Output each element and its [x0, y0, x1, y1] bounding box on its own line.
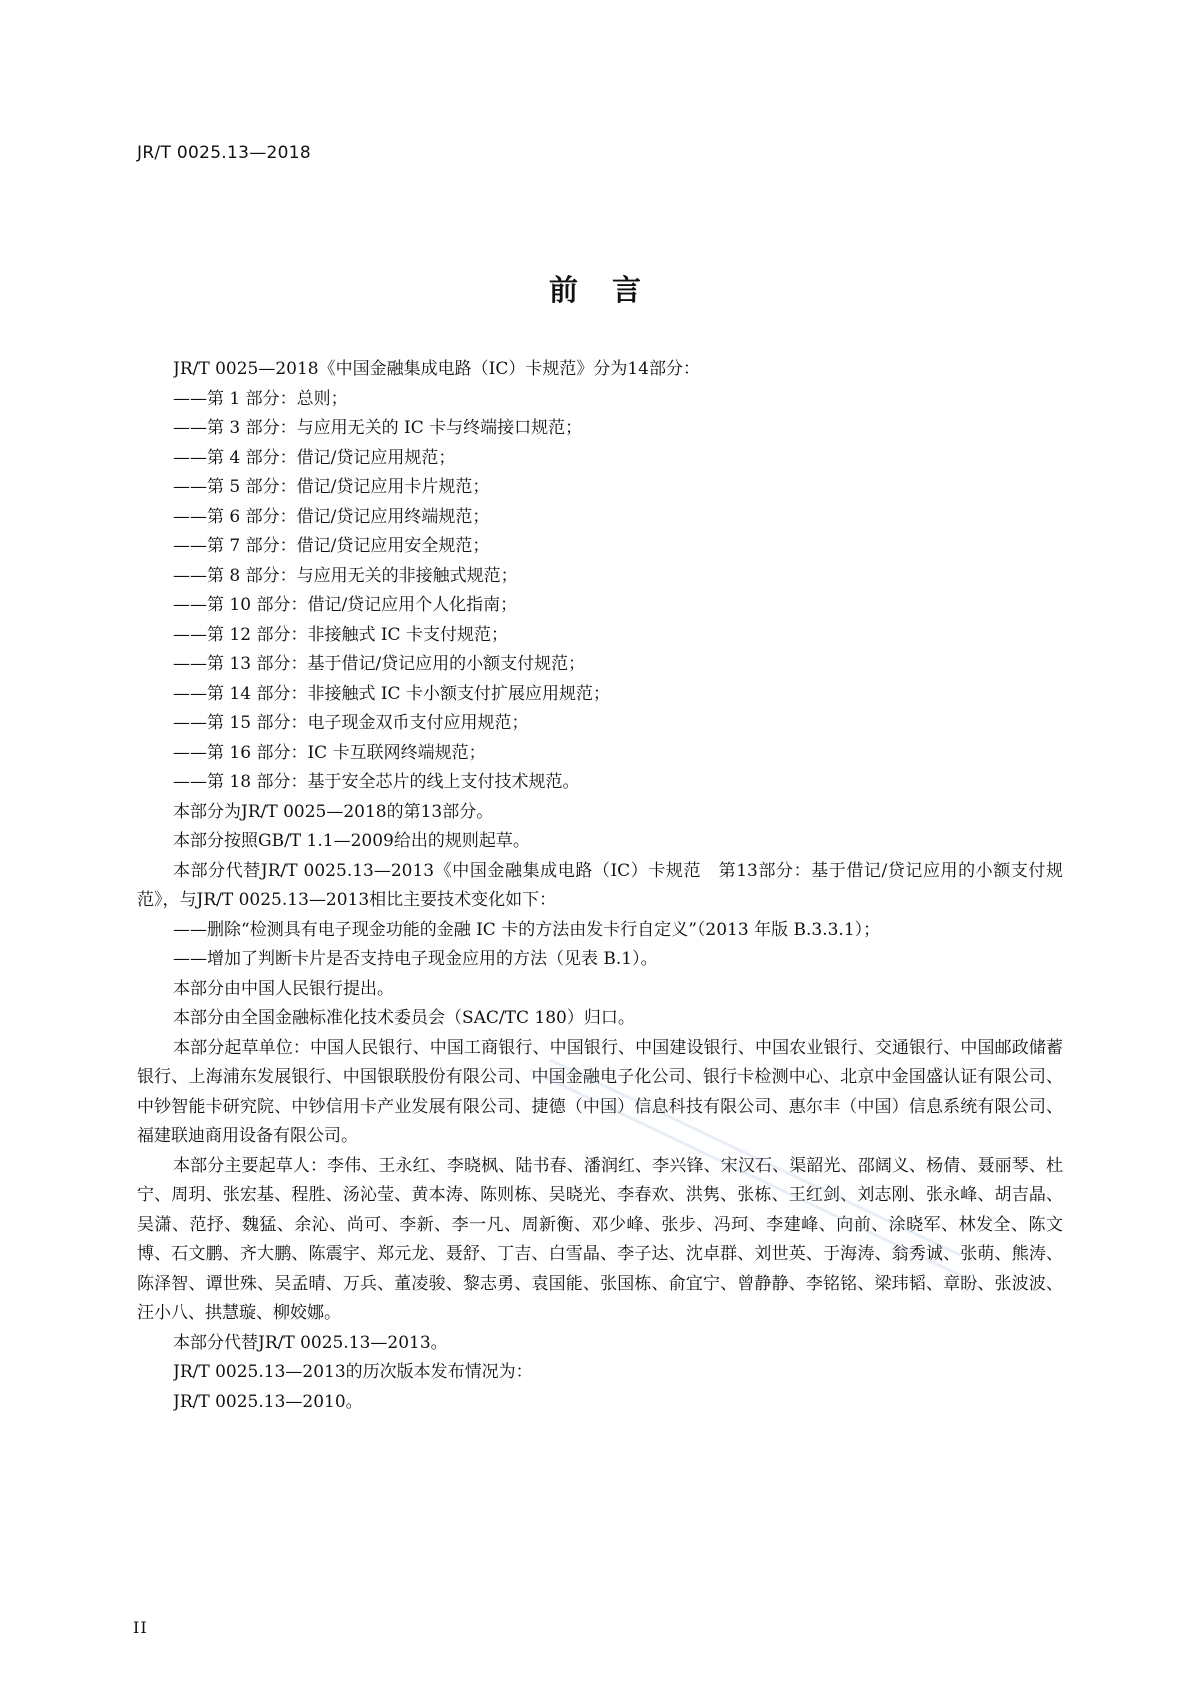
administered-by-statement: 本部分由全国金融标准化技术委员会（SAC/TC 180）归口。 [173, 1008, 635, 1028]
change-item: ——增加了判断卡片是否支持电子现金应用的方法（见表 B.1）。 [173, 949, 658, 969]
list-item: ——第 18 部分：基于安全芯片的线上支付技术规范。 [173, 772, 580, 792]
change-item: ——删除“检测具有电子现金功能的金融 IC 卡的方法由发卡行自定义”（2013 年版 B.3.3.1）； [173, 919, 881, 940]
list-item: ——第 15 部分：电子现金双币支付应用规范； [173, 713, 529, 733]
list-item: ——第 10 部分：借记/贷记应用个人化指南； [173, 595, 518, 615]
replaces-statement: 本部分代替JR/T 0025.13—2013。 [173, 1332, 448, 1353]
list-item: ——第 8 部分：与应用无关的非接触式规范； [173, 565, 518, 586]
drafting-rule-statement: 本部分按照GB/T 1.1—2009给出的规则起草。 [173, 831, 530, 851]
drafting-units-paragraph: 本部分起草单位：中国人民银行、中国工商银行、中国银行、中国建设银行、中国农业银行、交通银行、中国邮政储蓄银行、上海浦东发展银行、中国银联股份有限公司、中国金融电子化公司、银行卡检测中心、北京中金国盛认证有限公司、中钞智能卡研究院、中钞信用卡产业发展有限公司、捷德（中国）信息科技有限公司、惠尔丰（中国）信息系统有限公司、福建联迪商用设备有限公司。 [137, 1037, 1063, 1146]
list-item: ——第 14 部分：非接触式 IC 卡小额支付扩展应用规范； [173, 683, 610, 704]
foreword-body [137, 355, 1063, 1417]
intro-paragraph: JR/T 0025—2018《中国金融集成电路（IC）卡规范》分为14部分： [173, 359, 700, 379]
list-item: ——第 5 部分：借记/贷记应用卡片规范； [173, 477, 490, 497]
list-item: ——第 16 部分：IC 卡互联网终端规范； [173, 742, 486, 763]
document-code: JR/T 0025.13—2018 [137, 143, 312, 163]
page-title: 前言 [548, 273, 675, 307]
list-item: ——第 7 部分：借记/贷记应用安全规范； [173, 536, 490, 556]
list-item: ——第 3 部分：与应用无关的 IC 卡与终端接口规范； [173, 418, 583, 438]
list-item: ——第 13 部分：基于借记/贷记应用的小额支付规范； [173, 654, 586, 674]
history-item: JR/T 0025.13—2010。 [173, 1391, 363, 1412]
list-item: ——第 6 部分：借记/贷记应用终端规范； [173, 506, 490, 527]
part-of-statement: 本部分为JR/T 0025—2018的第13部分。 [173, 801, 494, 822]
parts-list [173, 385, 1063, 798]
drafters-paragraph: 本部分主要起草人：李伟、王永红、李晓枫、陆书春、潘润红、李兴锋、宋汉石、渠韶光、邵阔义、杨倩、聂丽琴、杜宁、周玥、张宏基、程胜、汤沁莹、黄本涛、陈则栋、吴晓光、李春欢、洪隽、张栋、王红剑、刘志刚、张永峰、胡吉晶、吴潇、范抒、魏猛、余沁、尚可、李新、李一凡、周新衡、邓少峰、张步、冯珂、李建峰、向前、涂晓军、林发全、陈文博、石文鹏、齐大鹏、陈震宇、郑元龙、聂舒、丁吉、白雪晶、李子达、沈卓群、刘世英、于海涛、翁秀诚、张萌、熊涛、陈泽智、谭世殊、吴孟晴、万兵、董凌骏、黎志勇、袁国能、张国栋、俞宜宁、曾静静、李铭铭、梁玮韬、章盼、张波波、汪小八、拱慧璇、柳姣娜。 [137, 1155, 1063, 1323]
page-number: II [133, 1618, 148, 1637]
proposed-by-statement: 本部分由中国人民银行提出。 [173, 978, 394, 999]
replaces-intro-paragraph: 本部分代替JR/T 0025.13—2013《中国金融集成电路（IC）卡规范 第13部分：基于借记/贷记应用的小额支付规范》，与JR/T 0025.13—2013相比主要技术变化如下： [137, 860, 1063, 910]
history-intro: JR/T 0025.13—2013的历次版本发布情况为： [173, 1362, 533, 1382]
list-item: ——第 4 部分：借记/贷记应用规范； [173, 447, 456, 468]
list-item: ——第 12 部分：非接触式 IC 卡支付规范； [173, 624, 508, 645]
list-item: ——第 1 部分：总则； [173, 388, 348, 409]
